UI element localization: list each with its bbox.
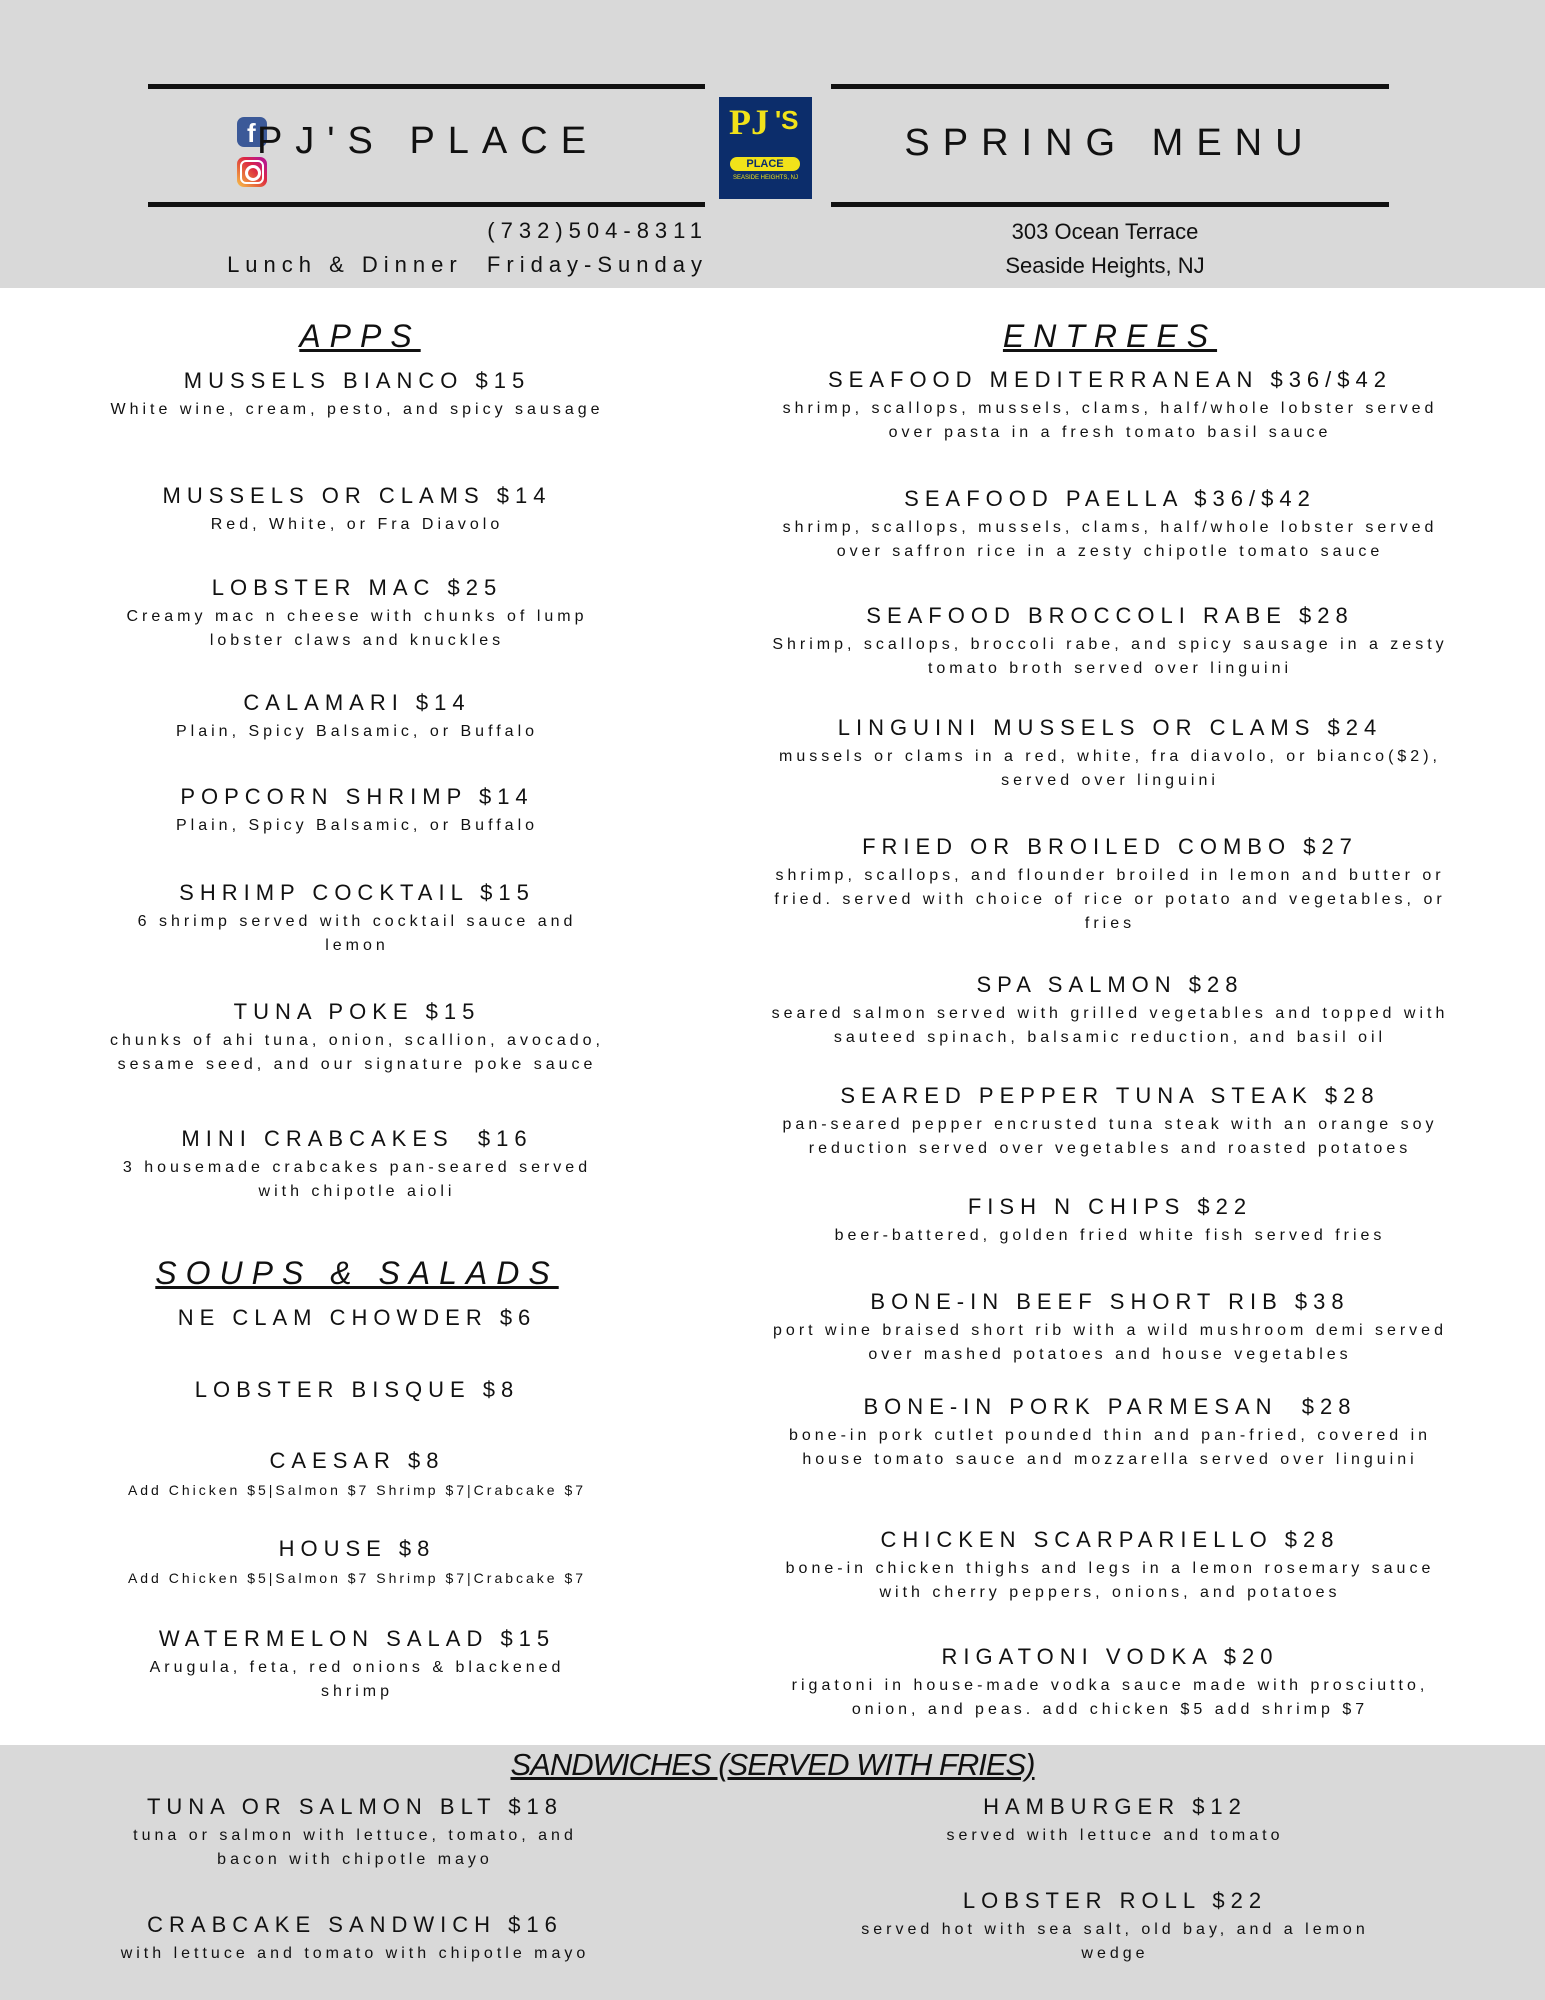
- item-description: bone-in chicken thighs and legs in a lemon rosemary sauce with cherry peppers, onions, and potatoes: [785, 1560, 1435, 1601]
- sandwich-item: [100, 1910, 610, 1966]
- entree-item: [760, 1287, 1460, 1367]
- item-description: served with lettuce and tomato: [946, 1827, 1284, 1844]
- entree-item: [760, 484, 1460, 564]
- item-description: beer-battered, golden fried white fish served fries: [834, 1227, 1386, 1244]
- item-description: Plain, Spicy Balsamic, or Buffalo: [175, 817, 539, 834]
- item-name: LOBSTER MAC $25: [211, 575, 503, 600]
- entree-item: [760, 1525, 1460, 1605]
- item-name: BONE-IN PORK PARMESAN $28: [863, 1394, 1357, 1419]
- item-name: LOBSTER ROLL $22: [962, 1888, 1268, 1913]
- item-description: pan-seared pepper encrusted tuna steak with an orange soy reduction served over vegetables and roasted potatoes: [782, 1116, 1438, 1157]
- item-name: LINGUINI MUSSELS OR CLAMS $24: [837, 715, 1383, 740]
- item-name: FISH N CHIPS $22: [967, 1194, 1253, 1219]
- header-rule-right-top: [831, 84, 1389, 89]
- soup-salad-item: [110, 1624, 604, 1704]
- entree-item: [760, 1192, 1460, 1248]
- app-item: [110, 688, 604, 744]
- soup-salad-item: [110, 1446, 604, 1502]
- item-name: CALAMARI $14: [243, 690, 471, 715]
- item-name: CHICKEN SCARPARIELLO $28: [880, 1527, 1340, 1552]
- item-name: SEAFOOD PAELLA $36/$42: [904, 486, 1316, 511]
- entree-item: [760, 832, 1460, 936]
- item-name: FRIED OR BROILED COMBO $27: [862, 834, 1358, 859]
- app-item: [110, 481, 604, 537]
- header-rule-left-top: [148, 84, 705, 89]
- soup-salad-item: [110, 1375, 604, 1405]
- item-name: CAESAR $8: [269, 1448, 445, 1473]
- apps-heading: APPS: [299, 318, 421, 354]
- address-line-1: 303 Ocean Terrace: [1011, 219, 1199, 244]
- item-description: Red, White, or Fra Diavolo: [210, 516, 504, 533]
- opening-hours: Lunch & Dinner Friday-Sunday: [227, 252, 708, 277]
- item-description: rigatoni in house-made vodka sauce made with prosciutto, onion, and peas. add chicken $5 add shrimp $7: [791, 1677, 1429, 1718]
- app-item: [110, 782, 604, 838]
- item-description: shrimp, scallops, mussels, clams, half/whole lobster served over saffron rice in a zesty chipotle tomato sauce: [782, 519, 1438, 560]
- item-name: MUSSELS OR CLAMS $14: [162, 483, 552, 508]
- menu-title: SPRING MENU: [904, 122, 1316, 164]
- entree-item: [760, 365, 1460, 445]
- soup-salad-item: [110, 1534, 604, 1590]
- logo-apostrophe-s: 'S: [775, 105, 799, 135]
- item-description: mussels or clams in a red, white, fra diavolo, or bianco($2), served over linguini: [779, 748, 1441, 789]
- item-name: TUNA POKE $15: [233, 999, 481, 1024]
- item-name: RIGATONI VODKA $20: [941, 1644, 1279, 1669]
- app-item: [110, 997, 604, 1077]
- item-name: MINI CRABCAKES $16: [181, 1126, 533, 1151]
- entree-item: [760, 1081, 1460, 1161]
- item-name: HAMBURGER $12: [983, 1794, 1247, 1819]
- logo-place: PLACE: [730, 157, 800, 171]
- item-name: MUSSELS BIANCO $15: [183, 368, 531, 393]
- logo-pj: PJ: [729, 102, 769, 142]
- item-description: Creamy mac n cheese with chunks of lump lobster claws and knuckles: [126, 608, 588, 649]
- item-name: HOUSE $8: [278, 1536, 436, 1561]
- item-description: shrimp, scallops, mussels, clams, half/whole lobster served over pasta in a fresh tomato basil sauce: [782, 400, 1438, 441]
- item-description: Arugula, feta, red onions & blackened shrimp: [149, 1659, 565, 1700]
- item-name: LOBSTER BISQUE $8: [194, 1377, 520, 1402]
- item-name: SHRIMP COCKTAIL $15: [179, 880, 535, 905]
- item-description: chunks of ahi tuna, onion, scallion, avocado, sesame seed, and our signature poke sauce: [110, 1032, 604, 1073]
- item-name: SEAFOOD MEDITERRANEAN $36/$42: [827, 367, 1392, 392]
- item-description: shrimp, scallops, and flounder broiled in lemon and butter or fried. served with choice of rice or potato and vegetables, or fries: [774, 867, 1446, 932]
- phone-number: (732)504-8311: [487, 218, 708, 243]
- item-description: Shrimp, scallops, broccoli rabe, and spicy sausage in a zesty tomato broth served over linguini: [772, 636, 1448, 677]
- facebook-icon[interactable]: f: [237, 117, 267, 147]
- item-description: seared salmon served with grilled vegetables and topped with sauteed spinach, balsamic reduction, and basil oil: [771, 1005, 1449, 1046]
- sandwiches-heading: SANDWICHES (SERVED WITH FRIES): [510, 1747, 1035, 1782]
- item-name: WATERMELON SALAD $15: [158, 1626, 556, 1651]
- item-description: served hot with sea salt, old bay, and a lemon wedge: [861, 1921, 1369, 1962]
- logo-subtitle: SEASIDE HEIGHTS, NJ: [732, 175, 798, 181]
- item-description: 3 housemade crabcakes pan-seared served with chipotle aioli: [122, 1159, 592, 1200]
- item-description: Plain, Spicy Balsamic, or Buffalo: [175, 723, 539, 740]
- item-description: 6 shrimp served with cocktail sauce and lemon: [137, 913, 577, 954]
- address-line-2: Seaside Heights, NJ: [1005, 253, 1205, 278]
- sandwich-item: [860, 1886, 1370, 1966]
- item-name: SPA SALMON $28: [976, 972, 1244, 997]
- item-name: BONE-IN BEEF SHORT RIB $38: [870, 1289, 1350, 1314]
- entree-item: [760, 1642, 1460, 1722]
- header-rule-left-bottom: [148, 202, 705, 207]
- entree-item: [760, 970, 1460, 1050]
- item-name: CRABCAKE SANDWICH $16: [147, 1912, 563, 1937]
- item-name: SEARED PEPPER TUNA STEAK $28: [840, 1083, 1380, 1108]
- item-description: port wine braised short rib with a wild mushroom demi served over mashed potatoes and house vegetables: [773, 1322, 1447, 1363]
- header-rule-right-bottom: [831, 202, 1389, 207]
- item-description: bone-in pork cutlet pounded thin and pan-fried, covered in house tomato sauce and mozzarella served over linguini: [788, 1427, 1432, 1468]
- item-description: Add Chicken $5|Salmon $7 Shrimp $7|Crabcake $7: [127, 1482, 587, 1498]
- item-description: with lettuce and tomato with chipotle mayo: [120, 1945, 590, 1962]
- app-item: [110, 573, 604, 653]
- entrees-heading: ENTREES: [1002, 318, 1218, 354]
- item-name: POPCORN SHRIMP $14: [180, 784, 534, 809]
- app-item: [110, 366, 604, 422]
- item-name: SEAFOOD BROCCOLI RABE $28: [866, 603, 1354, 628]
- entree-item: [760, 1392, 1460, 1472]
- restaurant-name: PJ'S PLACE: [256, 120, 600, 162]
- item-description: White wine, cream, pesto, and spicy sausage: [110, 401, 604, 418]
- soups-salads-heading: SOUPS & SALADS: [155, 1255, 559, 1291]
- item-name: TUNA OR SALMON BLT $18: [146, 1794, 564, 1819]
- restaurant-logo: [719, 97, 812, 199]
- soup-salad-item: [110, 1303, 604, 1333]
- item-description: tuna or salmon with lettuce, tomato, and bacon with chipotle mayo: [133, 1827, 577, 1868]
- sandwich-item: [860, 1792, 1370, 1848]
- app-item: [110, 1124, 604, 1204]
- sandwich-item: [100, 1792, 610, 1872]
- entree-item: [760, 713, 1460, 793]
- entree-item: [760, 601, 1460, 681]
- app-item: [110, 878, 604, 958]
- item-description: Add Chicken $5|Salmon $7 Shrimp $7|Crabcake $7: [127, 1570, 587, 1586]
- item-name: NE CLAM CHOWDER $6: [177, 1305, 537, 1330]
